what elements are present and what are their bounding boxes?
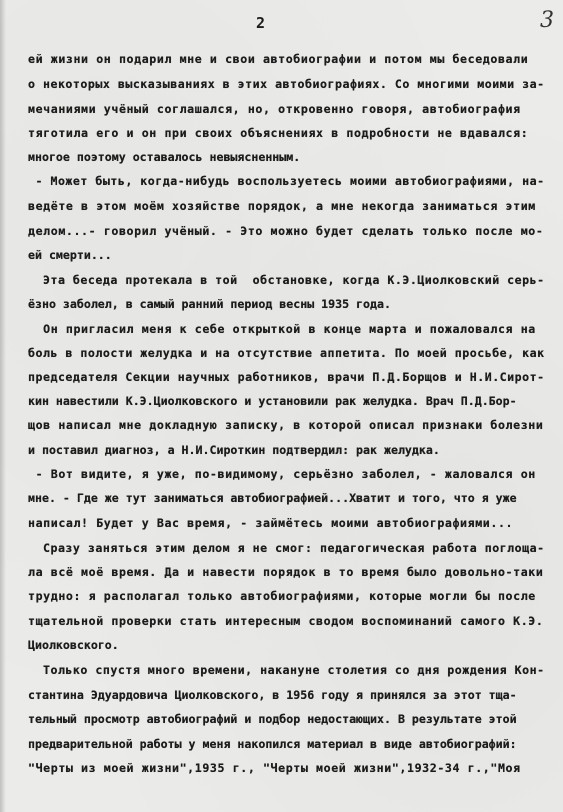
- text-line: Эта беседа протекала в той обстановке, когда К.Э.Циолковский серь-: [28, 273, 545, 287]
- text-line: "Черты из моей жизни",1935 г., "Черты моей жизни",1932-34 г.,"Моя: [28, 761, 521, 775]
- scan-edge-shadow: [0, 0, 6, 812]
- text-line: - Может быть, когда-нибудь воспользуетесь моими автобиографиями, на-: [28, 174, 545, 188]
- text-line: ёзно заболел, в самый ранний период весны 1935 года.: [28, 297, 391, 311]
- text-line: - Вот видите, я уже, по-видимому, серьёзно заболел, - жаловался он: [28, 467, 536, 481]
- page-number: 2: [256, 14, 266, 32]
- text-line: написал! Будет у Вас время, - займётесь моими автобиографиями...: [28, 516, 514, 530]
- text-line: щов написал мне докладную записку, в которой описал признаки болезни: [28, 418, 544, 432]
- text-line: Циолковского.: [28, 638, 119, 652]
- text-line: Он пригласил меня к себе открыткой в конце марта и пожаловался на: [28, 322, 536, 336]
- text-line: ей жизни он подарил мне и свои автобиографии и потом мы беседовали: [28, 52, 529, 66]
- text-line: Сразу заняться этим делом я не смог: педагогическая работа поглоща-: [28, 541, 545, 555]
- text-line: кин навестили К.Э.Циолковского и установили рак желудка. Врач П.Д.Бор-: [28, 394, 517, 408]
- text-line: стантина Эдуардовича Циолковского, в 1956 году я принялся за этот тща-: [28, 688, 517, 702]
- text-line: тяготила его и он при своих объяснениях в подробности не вдавался:: [28, 126, 529, 140]
- text-line: боль в полости желудка и на отсутствие аппетита. По моей просьбе, как: [28, 346, 545, 360]
- text-line: мечаниями учёный соглашался, но, откровенно говоря, автобиография: [28, 102, 521, 116]
- text-line: тельный просмотр автобиографий и подбор недостающих. В результате этой: [28, 712, 517, 726]
- text-line: трудно: я располагал только автобиографиями, которые могли бы после: [28, 589, 536, 603]
- text-line: Только спустя много времени, накануне столетия со дня рождения Кон-: [28, 663, 545, 677]
- handwritten-sheet-number: 3: [540, 8, 554, 33]
- text-line: председателя Секции научных работников, врачи П.Д.Борщов и Н.И.Сирот-: [28, 370, 545, 384]
- text-line: предварительной работы у меня накопился материал в виде автобиографий:: [28, 737, 517, 751]
- text-line: делом...- говорил учёный. - Это можно будет сделать только после мо-: [28, 224, 544, 238]
- text-line: ей смерти...: [28, 248, 112, 262]
- text-line: многое поэтому оставалось невыясненным.: [28, 150, 301, 164]
- text-line: о некоторых высказываниях в этих автобиографиях. Со многими моими за-: [28, 77, 545, 91]
- text-line: и поставил диагноз, а Н.И.Сироткин подтвердил: рак желудка.: [28, 443, 440, 457]
- text-line: тщательной проверки стать интересным сводом воспоминаний самого К.Э.: [28, 614, 544, 628]
- text-line: мне. - Где же тут заниматься автобиографией...Хватит и того, что я уже: [28, 491, 517, 505]
- text-line: ла всё моё время. Да и навести порядок в то время было довольно-таки: [28, 565, 544, 579]
- text-line: ведёте в этом моём хозяйстве порядок, а мне некогда заниматься этим: [28, 199, 536, 213]
